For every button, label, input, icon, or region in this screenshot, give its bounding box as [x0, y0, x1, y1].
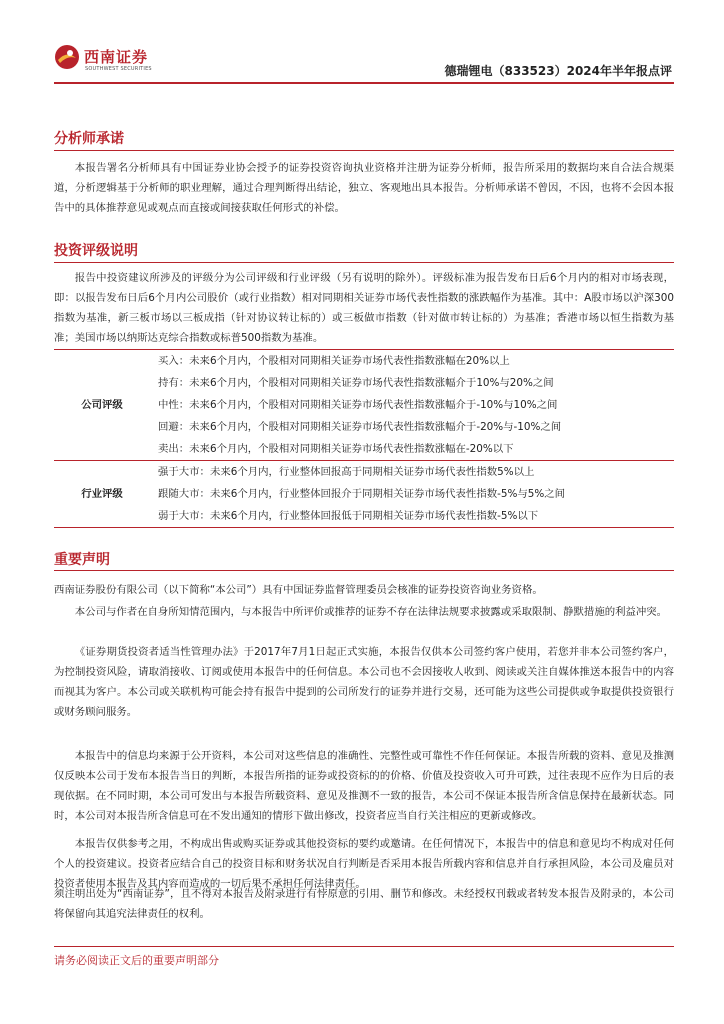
industry-rating-group [54, 460, 674, 528]
logo-mark-icon [54, 44, 80, 70]
notice-paragraph-3: 《证券期货投资者适当性管理办法》于2017年7月1日起正式实施，本报告仅供本公司签约客户使用，若您并非本公司签约客户，为控制投资风险，请取消接收、订阅或使用本报告中的任何信息。本公司也不会因接收人收到、阅读或关注自媒体推送本报告中的内容而视其为客户。本公司或关联机构可能会持有报告中提到的公司所发行的证券并进行交易，还可能为这些公司提供或争取提供投资银行或财务顾问服务。 [54, 646, 674, 718]
rating-explanation-text: 报告中投资建议所涉及的评级分为公司评级和行业评级（另有说明的除外）。评级标准为报告发布日后6个月内的相对市场表现，即：以报告发布日后6个月内公司股价（或行业指数）相对同期相关证券市场代表性指数的涨跌幅作为基准。其中：A股市场以沪深300指数为基准，新三板市场以三板成指（针对协议转让标的）或三板做市指数（针对做市转让标的）为基准；香港市场以恒生指数为基准；美国市场以纳斯达克综合指数或标普500指数为基准。 [54, 272, 674, 344]
company-rating-buy: 买入：未来6个月内，个股相对同期相关证券市场代表性指数涨幅在20%以上 [158, 355, 510, 367]
footer-notice: 请务必阅读正文后的重要声明部分 [54, 954, 219, 967]
company-rating-group [54, 349, 674, 460]
company-rating-avoid: 回避：未来6个月内，个股相对同期相关证券市场代表性指数涨幅介于-20%与-10%之间 [158, 421, 562, 433]
company-logo [54, 44, 164, 76]
report-title: 德瑞锂电（833523）2024年半年报点评 [444, 64, 672, 78]
notice-paragraph-1: 西南证券股份有限公司（以下简称“本公司”）具有中国证券监督管理委员会核准的证券投资咨询业务资格。 [54, 584, 543, 596]
rating-explanation-heading: 投资评级说明 [54, 243, 138, 259]
notice-paragraph-6: 须注明出处为“西南证券”，且不得对本报告及附录进行有悖原意的引用、删节和修改。未经授权刊载或者转发本报告及附录的，本公司将保留向其追究法律责任的权利。 [54, 888, 674, 920]
header-divider [54, 82, 674, 84]
rating-heading-rule [54, 262, 674, 263]
industry-rating-label: 行业评级 [81, 488, 123, 500]
page-header [0, 0, 724, 90]
footer-divider [54, 946, 674, 947]
important-notice-heading: 重要声明 [54, 552, 110, 568]
company-rating-sell: 卖出：未来6个月内，个股相对同期相关证券市场代表性指数涨幅在-20%以下 [158, 443, 514, 455]
analyst-commitment-heading: 分析师承诺 [54, 131, 124, 147]
notice-paragraph-2: 本公司与作者在自身所知情范围内，与本报告中所评价或推荐的证券不存在法律法规要求披露或采取限制、静默措施的利益冲突。 [74, 606, 668, 618]
notice-paragraph-4: 本报告中的信息均来源于公开资料，本公司对这些信息的准确性、完整性或可靠性不作任何保证。本报告所载的资料、意见及推测仅反映本公司于发布本报告当日的判断，本报告所指的证券或投资标的的价格、价值及投资收入可升可跌，过往表现不应作为日后的表现依据。在不同时期，本公司可发出与本报告所载资料、意见及推测不一致的报告，本公司不保证本报告所含信息保持在最新状态。同时，本公司对本报告所含信息可在不发出通知的情形下做出修改，投资者应当自行关注相应的更新或修改。 [54, 750, 674, 822]
analyst-commitment-text: 本报告署名分析师具有中国证券业协会授予的证券投资咨询执业资格并注册为证券分析师，报告所采用的数据均来自合法合规渠道，分析逻辑基于分析师的职业理解，通过合理判断得出结论，独立、客观地出具本报告。分析师承诺不曾因，不因，也将不会因本报告中的具体推荐意见或观点而直接或间接获取任何形式的补偿。 [54, 162, 674, 214]
company-rating-neutral: 中性：未来6个月内，个股相对同期相关证券市场代表性指数涨幅介于-10%与10%之间 [158, 399, 558, 411]
industry-rating-outperform: 强于大市：未来6个月内，行业整体回报高于同期相关证券市场代表性指数5%以上 [158, 466, 535, 478]
company-rating-label: 公司评级 [81, 399, 123, 411]
logo-chinese-name: 西南证券 [84, 48, 149, 66]
company-rating-hold: 持有：未来6个月内，个股相对同期相关证券市场代表性指数涨幅介于10%与20%之间 [158, 377, 554, 389]
industry-rating-underperform: 弱于大市：未来6个月内，行业整体回报低于同期相关证券市场代表性指数-5%以下 [158, 510, 539, 522]
logo-english-name: SOUTHWEST SECURITIES [85, 66, 152, 72]
rating-table [54, 349, 674, 528]
analyst-heading-rule [54, 150, 674, 151]
notice-heading-rule [54, 570, 674, 571]
notice-paragraph-5: 本报告仅供参考之用，不构成出售或购买证券或其他投资标的要约或邀请。在任何情况下，本报告中的信息和意见均不构成对任何个人的投资建议。投资者应结合自己的投资目标和财务状况自行判断是否采用本报告所载内容和信息并自行承担风险，本公司及雇员对投资者使用本报告及其内容而造成的一切后果不承担任何法律责任。 [54, 838, 674, 890]
industry-rating-market-perform: 跟随大市：未来6个月内，行业整体回报介于同期相关证券市场代表性指数-5%与5%之间 [158, 488, 565, 500]
